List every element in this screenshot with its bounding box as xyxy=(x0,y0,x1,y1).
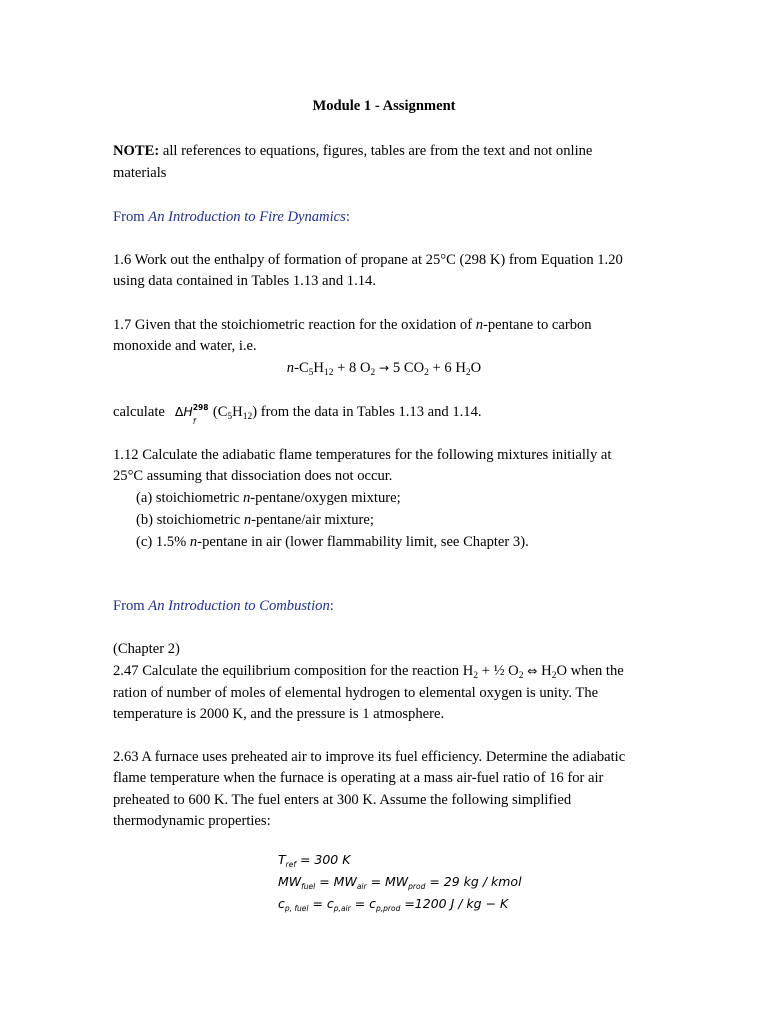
section-prefix: From xyxy=(113,209,149,225)
math-symbol: c xyxy=(326,896,334,911)
eq-sub: 2 xyxy=(551,671,557,681)
text-run: H xyxy=(232,404,243,420)
text-run: 2.47 Calculate the equilibrium composition for the reaction H xyxy=(113,663,474,679)
math-symbol: T xyxy=(278,852,286,867)
problem-2-63-line-1: 2.63 A furnace uses preheated air to improve its fuel efficiency. Determine the adiabatic xyxy=(113,749,626,765)
math-rest: = 29 kg / kmol xyxy=(425,874,522,889)
enthalpy-symbol xyxy=(174,403,209,426)
book-title: An Introduction to Combustion xyxy=(148,598,330,614)
italic-n: n xyxy=(475,317,484,333)
math-rest: = xyxy=(366,874,386,889)
text-run: O when the xyxy=(556,663,624,679)
text-run: from the data in Tables 1.13 and 1.14. xyxy=(257,404,482,420)
eq-sub: 2 xyxy=(424,368,429,378)
math-rest: = 300 K xyxy=(295,852,351,867)
eq-part: O xyxy=(470,360,482,376)
section-suffix: : xyxy=(345,209,350,225)
text-run: ) xyxy=(252,404,258,420)
math-rest: =1200 J / kg − K xyxy=(400,896,509,911)
math-rest: = xyxy=(308,896,327,911)
math-sub: p, fuel xyxy=(284,904,309,913)
math-sub: prod xyxy=(408,882,426,891)
calculate-line xyxy=(113,402,482,426)
page-title: Module 1 - Assignment xyxy=(312,98,456,114)
math-symbol: c xyxy=(369,896,377,911)
eq-sub: 5 xyxy=(227,412,233,422)
math-sub: air xyxy=(356,882,367,891)
section-heading-fire-dynamics xyxy=(113,207,350,227)
equation-specific-heat xyxy=(278,894,508,914)
text-run: 1.7 Given that the stoichiometric reaction for the oxidation of xyxy=(113,317,476,333)
list-item xyxy=(136,532,529,552)
equation-t-ref xyxy=(278,850,350,870)
chapter-label: (Chapter 2) xyxy=(113,641,180,657)
double-arrow-icon: ⇔ xyxy=(523,664,542,678)
text-run: H xyxy=(541,663,552,679)
list-label: (a) xyxy=(136,490,153,506)
problem-1-7-line-1 xyxy=(113,315,592,335)
text-run: -pentane/air mixture; xyxy=(251,512,374,528)
note-line-1 xyxy=(113,141,592,161)
eq-sub: 12 xyxy=(323,368,334,378)
text-run: -pentane/oxygen mixture; xyxy=(250,490,401,506)
problem-1-6-line-1: 1.6 Work out the enthalpy of formation of propane at 25°C (298 K) from Equation 1.20 xyxy=(113,252,623,268)
math-symbol: c xyxy=(278,896,285,911)
eq-part: -C xyxy=(294,360,309,376)
text-run: 1.5% xyxy=(155,534,190,550)
text-run: + ½ O xyxy=(478,663,519,679)
text-run: -pentane to carbon xyxy=(483,317,592,333)
eq-part: + 6 H xyxy=(428,360,466,376)
equation-molecular-weight xyxy=(278,872,522,892)
list-item xyxy=(136,488,401,508)
list-label: (b) xyxy=(136,512,154,528)
eq-sub: 2 xyxy=(465,368,471,378)
text-run: (C xyxy=(212,404,228,420)
problem-1-12-line-1: 1.12 Calculate the adiabatic flame temperatures for the following mixtures initially at xyxy=(113,447,612,463)
text-run: stoichiometric xyxy=(156,512,244,528)
section-suffix: : xyxy=(329,598,334,614)
list-label: (c) xyxy=(136,534,153,550)
math-symbol: MW xyxy=(278,874,302,889)
italic-n: n xyxy=(243,512,252,528)
eq-part: + 8 O xyxy=(333,360,371,376)
note-text: all references to equations, figures, tables are from the text and not online xyxy=(159,143,593,159)
eq-sub: 12 xyxy=(242,412,253,422)
math-sub: p,air xyxy=(333,904,351,913)
math-rest: = xyxy=(315,874,334,889)
math-sub: p,prod xyxy=(376,904,401,913)
math-sub: fuel xyxy=(301,882,316,891)
text-run: calculate xyxy=(113,404,165,420)
h-symbol: H xyxy=(183,404,193,419)
eq-sub: 2 xyxy=(518,671,524,681)
italic-n: n xyxy=(286,360,295,376)
text-run: stoichiometric xyxy=(155,490,243,506)
note-label: NOTE: xyxy=(113,143,160,159)
superscript: 298 xyxy=(192,403,209,412)
problem-2-63-line-2: flame temperature when the furnace is operating at a mass air-fuel ratio of 16 for air xyxy=(113,770,604,786)
list-item xyxy=(136,510,374,530)
section-heading-combustion xyxy=(113,596,334,616)
text-run: -pentane in air (lower flammability limit, see Chapter 3). xyxy=(197,534,529,550)
eq-sub: 5 xyxy=(308,368,314,378)
book-title: An Introduction to Fire Dynamics xyxy=(148,209,346,225)
problem-1-12-line-2: 25°C assuming that dissociation does not occur. xyxy=(113,468,393,484)
eq-part: H xyxy=(313,360,324,376)
problem-2-47-line-1 xyxy=(113,661,624,681)
italic-n: n xyxy=(189,534,198,550)
reaction-equation xyxy=(0,358,768,378)
problem-2-47-line-2: ration of number of moles of elemental hydrogen to elemental oxygen is unity. The xyxy=(113,685,599,701)
arrow-icon: → xyxy=(375,361,393,375)
italic-n: n xyxy=(243,490,251,506)
eq-sub: 2 xyxy=(473,671,479,681)
problem-2-63-line-3: preheated to 600 K. The fuel enters at 300 K. Assume the following simplified xyxy=(113,792,572,808)
note-line-2: materials xyxy=(113,165,167,181)
problem-1-6-line-2: using data contained in Tables 1.13 and 1.14. xyxy=(113,273,376,289)
problem-2-63-line-4: thermodynamic properties: xyxy=(113,813,271,829)
section-prefix: From xyxy=(113,598,149,614)
math-sub: ref xyxy=(285,860,296,869)
math-symbol: MW xyxy=(333,874,357,889)
math-symbol: MW xyxy=(385,874,409,889)
math-rest: = xyxy=(350,896,370,911)
eq-sub: 2 xyxy=(370,368,376,378)
problem-1-7-line-2: monoxide and water, i.e. xyxy=(113,338,257,354)
problem-2-47-line-3: temperature is 2000 K, and the pressure is 1 atmosphere. xyxy=(113,706,445,722)
delta-symbol: Δ xyxy=(174,404,184,419)
subscript: f xyxy=(192,417,196,426)
eq-part: 5 CO xyxy=(392,360,425,376)
